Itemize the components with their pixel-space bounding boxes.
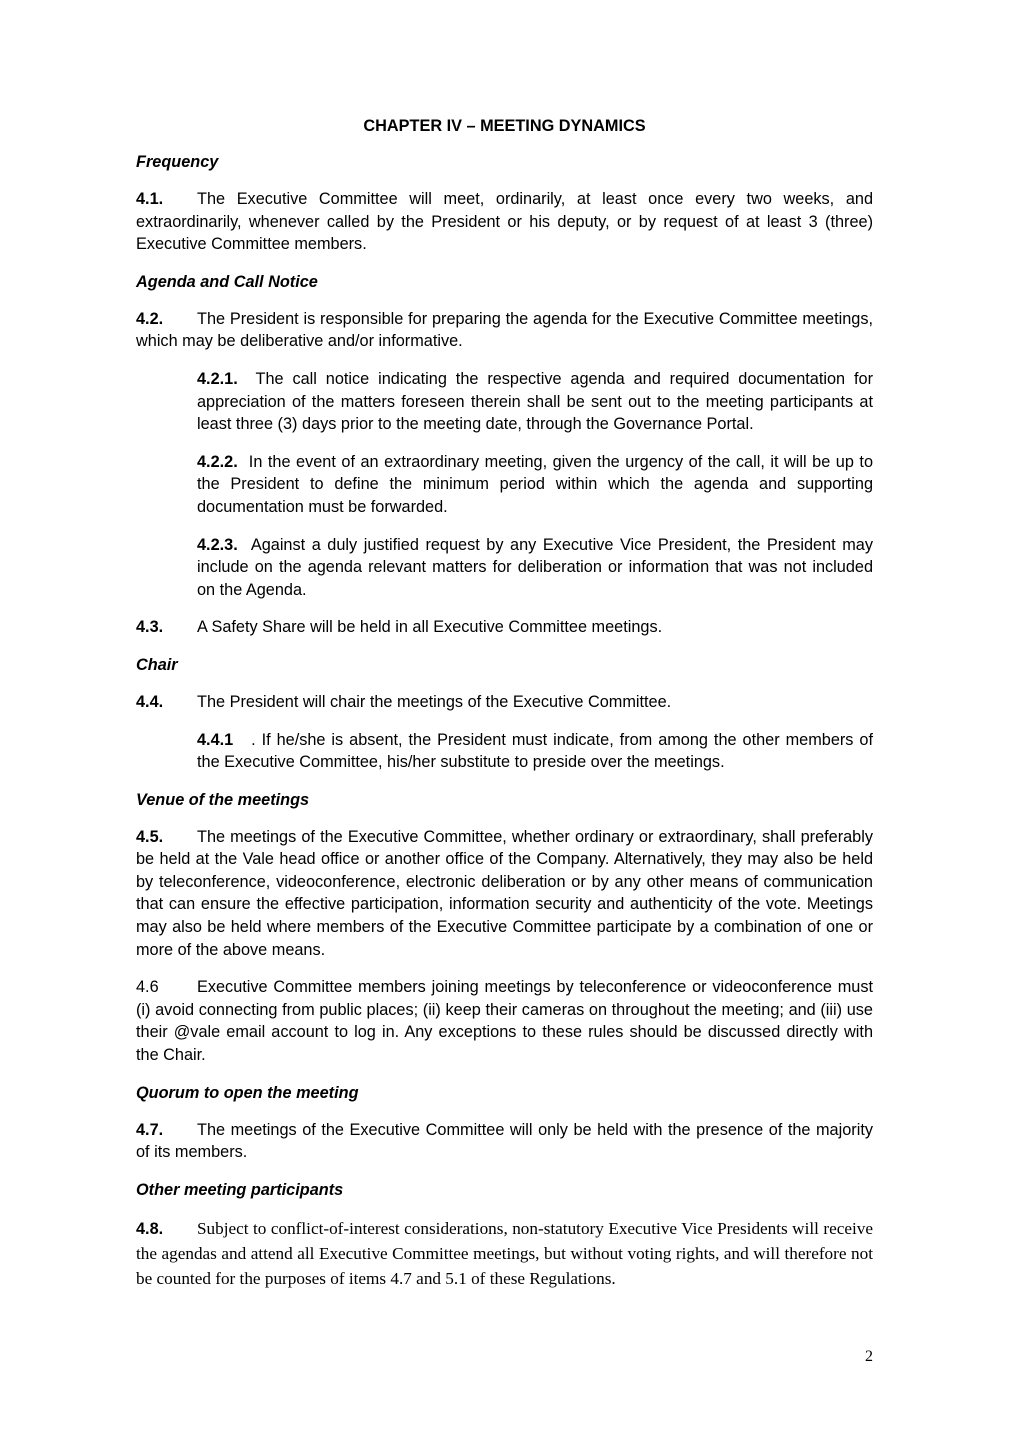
clause-number: 4.4.1 — [197, 730, 234, 749]
clause-text: The call notice indicating the respective agenda and required documentation for appreciation of the matters foreseen therein shall be sent out to the meeting participants at least three (3) days prior to the meeting date, through the Governance Portal. — [197, 369, 873, 434]
clause-4-2 — [136, 308, 873, 353]
clause-4-5 — [136, 826, 873, 962]
chapter-title: CHAPTER IV – MEETING DYNAMICS — [363, 117, 646, 135]
clause-text: In the event of an extraordinary meeting, given the urgency of the call, it will be up to the President to define the minimum period within which the agenda and supporting documentation must be forwarded. — [197, 452, 873, 516]
clause-text: The meetings of the Executive Committee, whether ordinary or extraordinary, shall preferably be held at the Vale head office or another office of the Company. Alternatively, they may also be held by teleconference, videoconference, electronic deliberation or by any other means of communication that can ensure the effective participation, information security and authenticity of the vote. Meetings may also be held where members of the Executive Committee participate by a combination of one or more of the above means. — [136, 827, 873, 959]
clause-number: 4.5. — [136, 827, 164, 846]
clause-number: 4.2.1. — [197, 369, 238, 388]
clause-4-2-3 — [197, 534, 873, 602]
clause-text: A Safety Share will be held in all Executive Committee meetings. — [197, 618, 663, 637]
section-heading-other-participants: Other meeting participants — [136, 1180, 344, 1199]
clause-text: Subject to conflict-of-interest considerations, non-statutory Executive Vice Presidents will receive the agendas and attend all Executive Committee meetings, but without voting rights, and will therefore not be counted for the purposes of items 4.7 and 5.1 of these Regulations. — [136, 1218, 873, 1288]
section-heading-quorum: Quorum to open the meeting — [136, 1083, 359, 1102]
section-heading-venue: Venue of the meetings — [136, 790, 310, 809]
clause-text: The President will chair the meetings of the Executive Committee. — [197, 692, 672, 711]
clause-number: 4.2. — [136, 309, 164, 328]
clause-text: . If he/she is absent, the President must indicate, from among the other members of the Executive Committee, his/her substitute to preside over the meetings. — [197, 730, 873, 772]
clause-4-4 — [136, 691, 873, 714]
clause-number: 4.8. — [136, 1219, 164, 1238]
clause-text: Against a duly justified request by any Executive Vice President, the President may include on the agenda relevant matters for deliberation or information that was not included on the Agenda. — [197, 535, 873, 599]
clause-text: The Executive Committee will meet, ordinarily, at least once every two weeks, and extraordinarily, whenever called by the President or his deputy, or by request of at least 3 (three) Executive Committee members. — [136, 190, 873, 254]
clause-number: 4.4. — [136, 692, 164, 711]
page-content — [136, 116, 873, 1306]
clause-number: 4.2.3. — [197, 535, 238, 554]
clause-4-2-2 — [197, 451, 873, 519]
clause-number: 4.2.2. — [197, 452, 238, 471]
clause-4-7 — [136, 1119, 873, 1164]
section-heading-agenda: Agenda and Call Notice — [136, 272, 318, 291]
clause-text: The President is responsible for preparing the agenda for the Executive Committee meetings, which may be deliberative and/or informative. — [136, 309, 873, 351]
clause-4-6 — [136, 976, 873, 1066]
clause-text: Executive Committee members joining meetings by teleconference or videoconference must (i) avoid connecting from public places; (ii) keep their cameras on throughout the meeting; and (iii) use their @vale email account to log in. Any exceptions to these rules should be discussed directly with the Chair. — [136, 978, 873, 1065]
clause-number: 4.7. — [136, 1120, 164, 1139]
page-number: 2 — [865, 1348, 873, 1365]
clause-4-8 — [136, 1216, 873, 1291]
section-heading-chair: Chair — [136, 655, 178, 674]
clause-4-2-1 — [197, 368, 873, 436]
clause-number: 4.6 — [136, 978, 159, 997]
clause-number: 4.1. — [136, 190, 164, 208]
section-heading-frequency: Frequency — [136, 153, 219, 171]
clause-text: The meetings of the Executive Committee will only be held with the presence of the majority of its members. — [136, 1120, 873, 1162]
clause-4-1 — [136, 188, 873, 256]
clause-4-3 — [136, 616, 873, 639]
clause-number: 4.3. — [136, 618, 164, 637]
clause-4-4-1 — [197, 729, 873, 774]
